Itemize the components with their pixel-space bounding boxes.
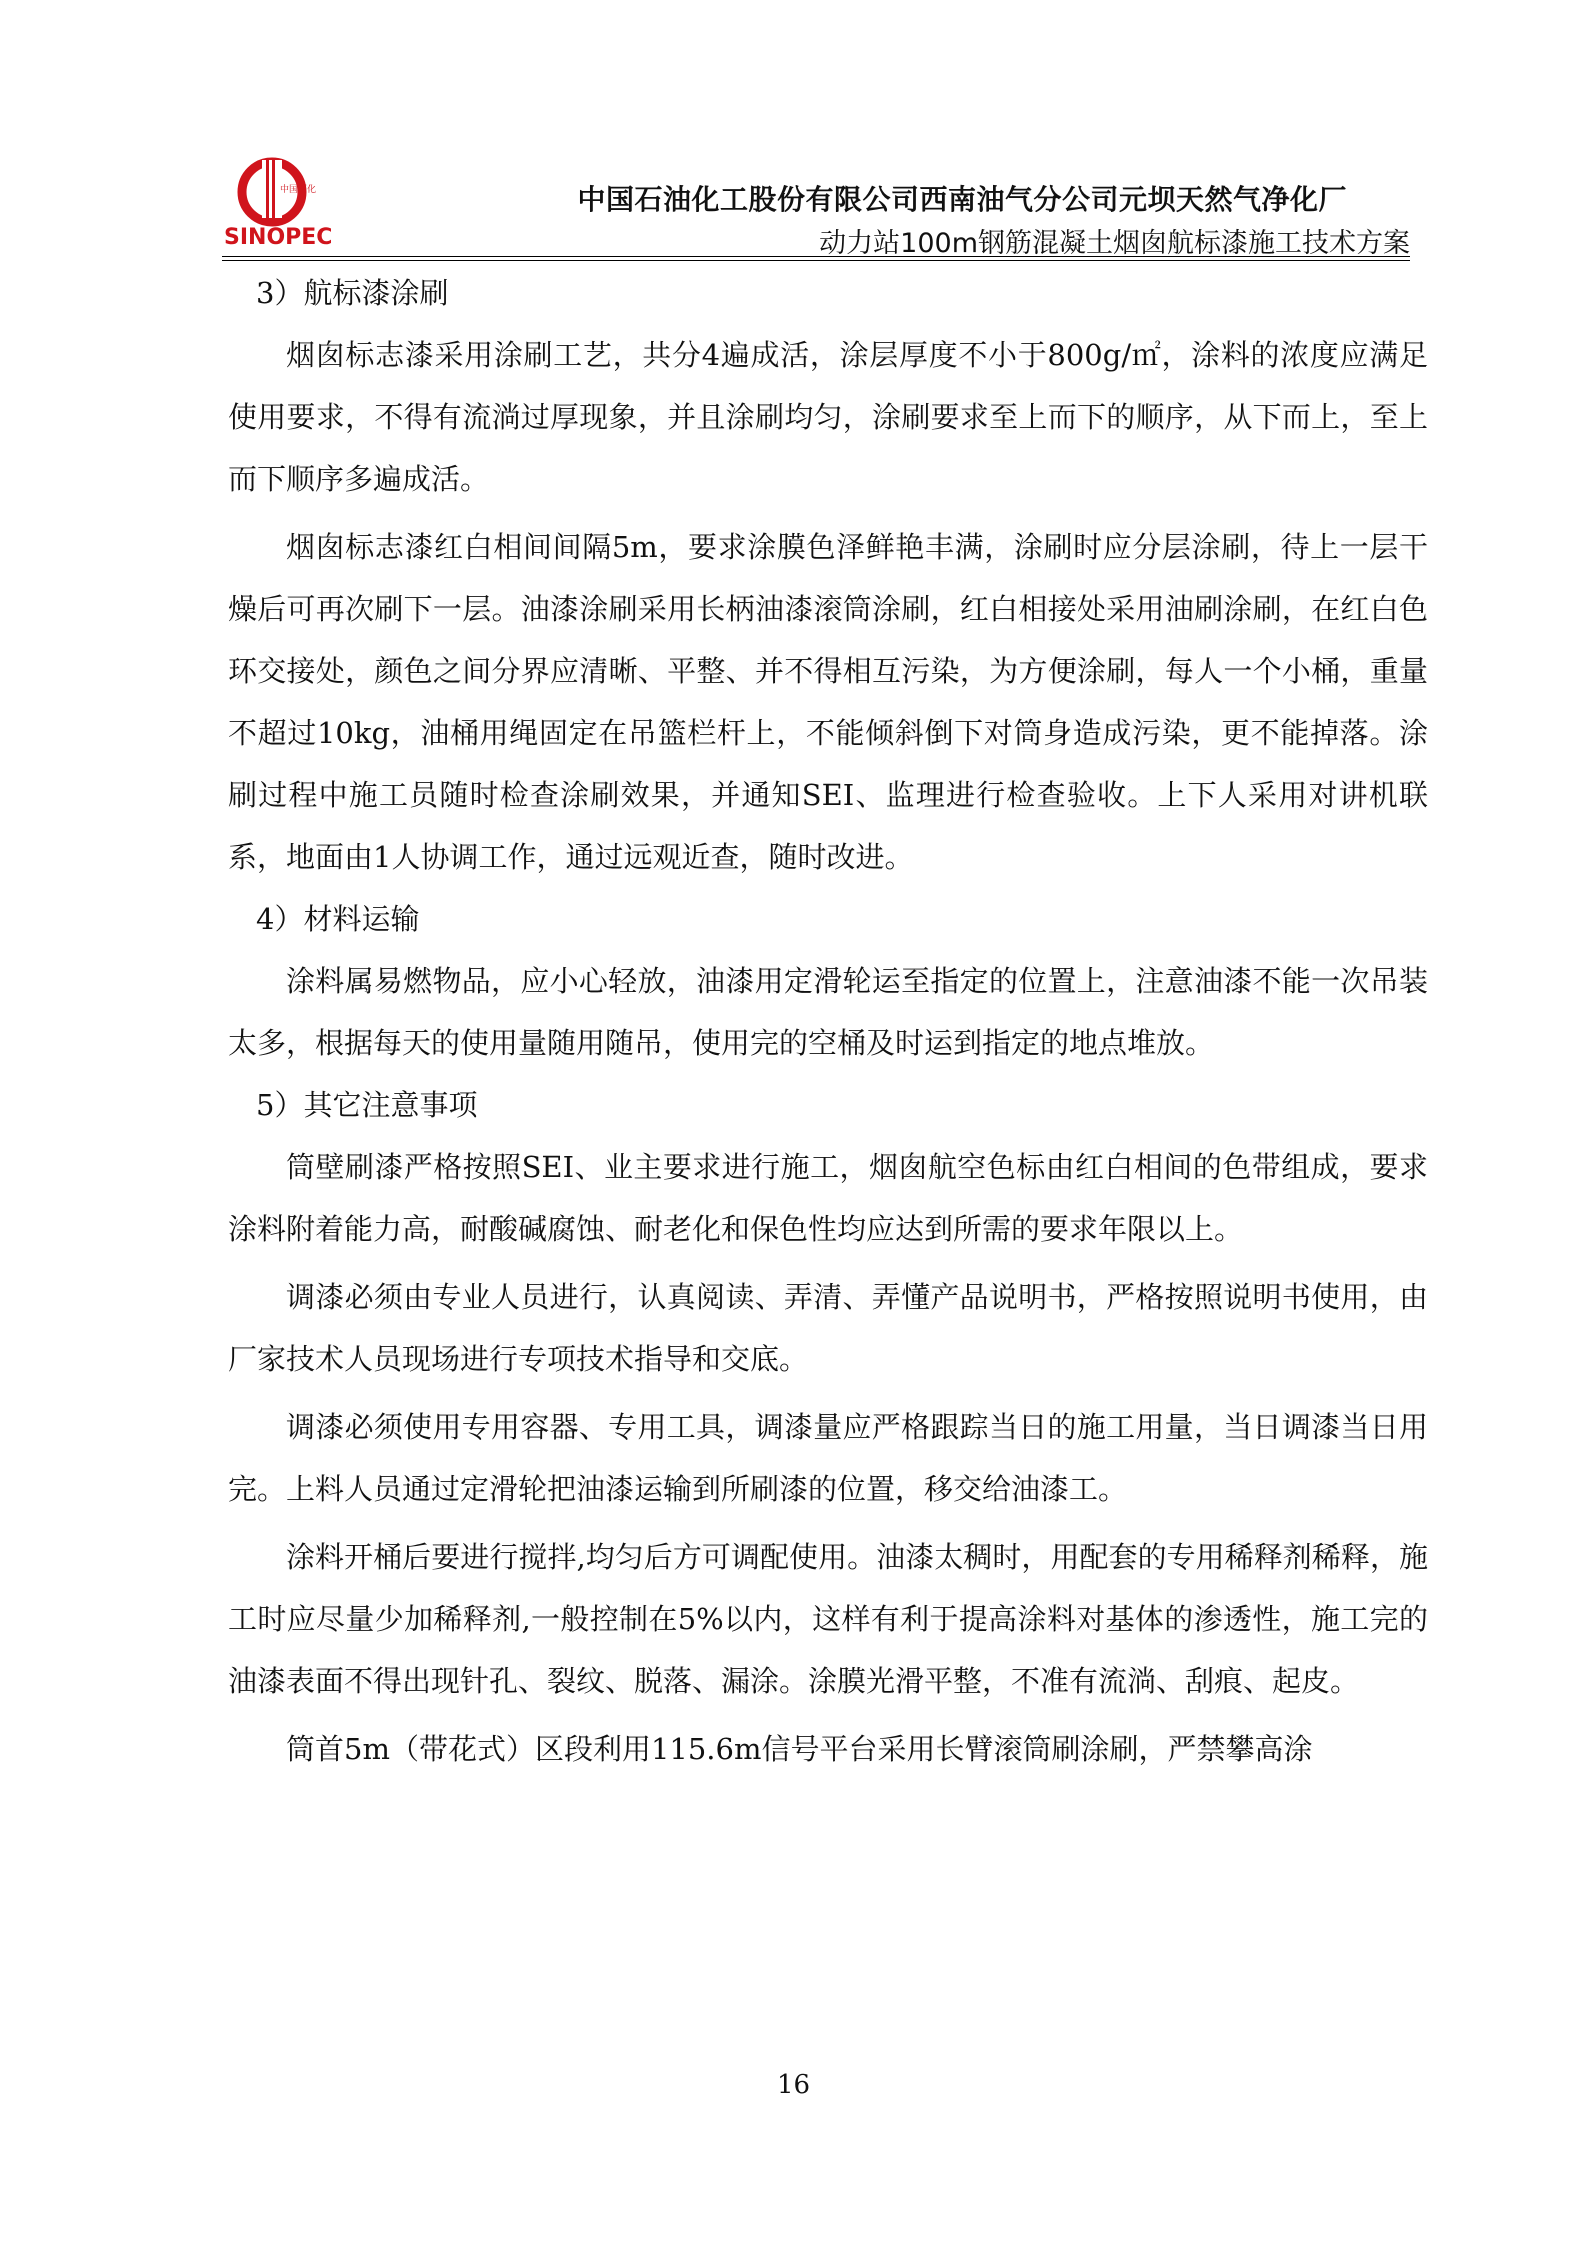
paragraph: 涂料开桶后要进行搅拌,均匀后方可调配使用。油漆太稠时，用配套的专用稀释剂稀释，施工时应尽量少加稀释剂,一般控制在5%以内，这样有利于提高涂料对基体的渗透性，施工完的油漆表面不得出现针孔、裂纹、脱落、漏涂。涂膜光滑平整，不准有流淌、刮痕、起皮。 (228, 1540, 1428, 1698)
document-body (228, 262, 1428, 1780)
header-rule (222, 256, 1410, 257)
paragraph: 烟囱标志漆采用涂刷工艺，共分4遍成活，涂层厚度不小于800g/㎡，涂料的浓度应满足使用要求，不得有流淌过厚现象，并且涂刷均匀，涂刷要求至上而下的顺序，从下而上，至上而下顺序多遍成活。 (228, 338, 1428, 496)
page-number: 16 (776, 2070, 811, 2100)
header-rule-thin (222, 260, 1410, 261)
paragraph: 筒壁刷漆严格按照SEI、业主要求进行施工，烟囱航空色标由红白相间的色带组成，要求涂料附着能力高，耐酸碱腐蚀、耐老化和保色性均应达到所需的要求年限以上。 (228, 1150, 1428, 1246)
paragraph: 筒首5m（带花式）区段利用115.6m信号平台采用长臂滚筒刷涂刷，严禁攀高涂 (286, 1732, 1313, 1766)
section-heading: 3）航标漆涂刷 (256, 276, 449, 310)
section-heading: 4）材料运输 (256, 902, 420, 936)
paragraph: 调漆必须使用专用容器、专用工具，调漆量应严格跟踪当日的施工用量，当日调漆当日用完。上料人员通过定滑轮把油漆运输到所刷漆的位置，移交给油漆工。 (228, 1410, 1428, 1506)
paragraph: 涂料属易燃物品，应小心轻放，油漆用定滑轮运至指定的位置上，注意油漆不能一次吊装太多，根据每天的使用量随用随吊，使用完的空桶及时运到指定的地点堆放。 (228, 964, 1428, 1060)
sinopec-logo-icon (222, 152, 333, 250)
page-header (0, 0, 1587, 260)
header-company-name: 中国石油化工股份有限公司西南油气分公司元坝天然气净化厂 (577, 183, 1347, 216)
svg-text:中国石化: 中国石化 (280, 185, 317, 195)
paragraph: 烟囱标志漆红白相间间隔5m，要求涂膜色泽鲜艳丰满，涂刷时应分层涂刷，待上一层干燥后可再次刷下一层。油漆涂刷采用长柄油漆滚筒涂刷，红白相接处采用油刷涂刷，在红白色环交接处，颜色之间分界应清晰、平整、并不得相互污染，为方便涂刷，每人一个小桶，重量不超过10kg，油桶用绳固定在吊篮栏杆上，不能倾斜倒下对筒身造成污染，更不能掉落。涂刷过程中施工员随时检查涂刷效果，并通知SEI、监理进行检查验收。上下人采用对讲机联系，地面由1人协调工作，通过远观近查，随时改进。 (228, 530, 1428, 874)
header-project-title: 动力站100m钢筋混凝土烟囱航标漆施工技术方案 (819, 228, 1410, 259)
section-heading: 5）其它注意事项 (256, 1088, 478, 1122)
paragraph: 调漆必须由专业人员进行，认真阅读、弄清、弄懂产品说明书，严格按照说明书使用，由厂家技术人员现场进行专项技术指导和交底。 (228, 1280, 1428, 1376)
svg-text:SINOPEC: SINOPEC (224, 225, 333, 250)
